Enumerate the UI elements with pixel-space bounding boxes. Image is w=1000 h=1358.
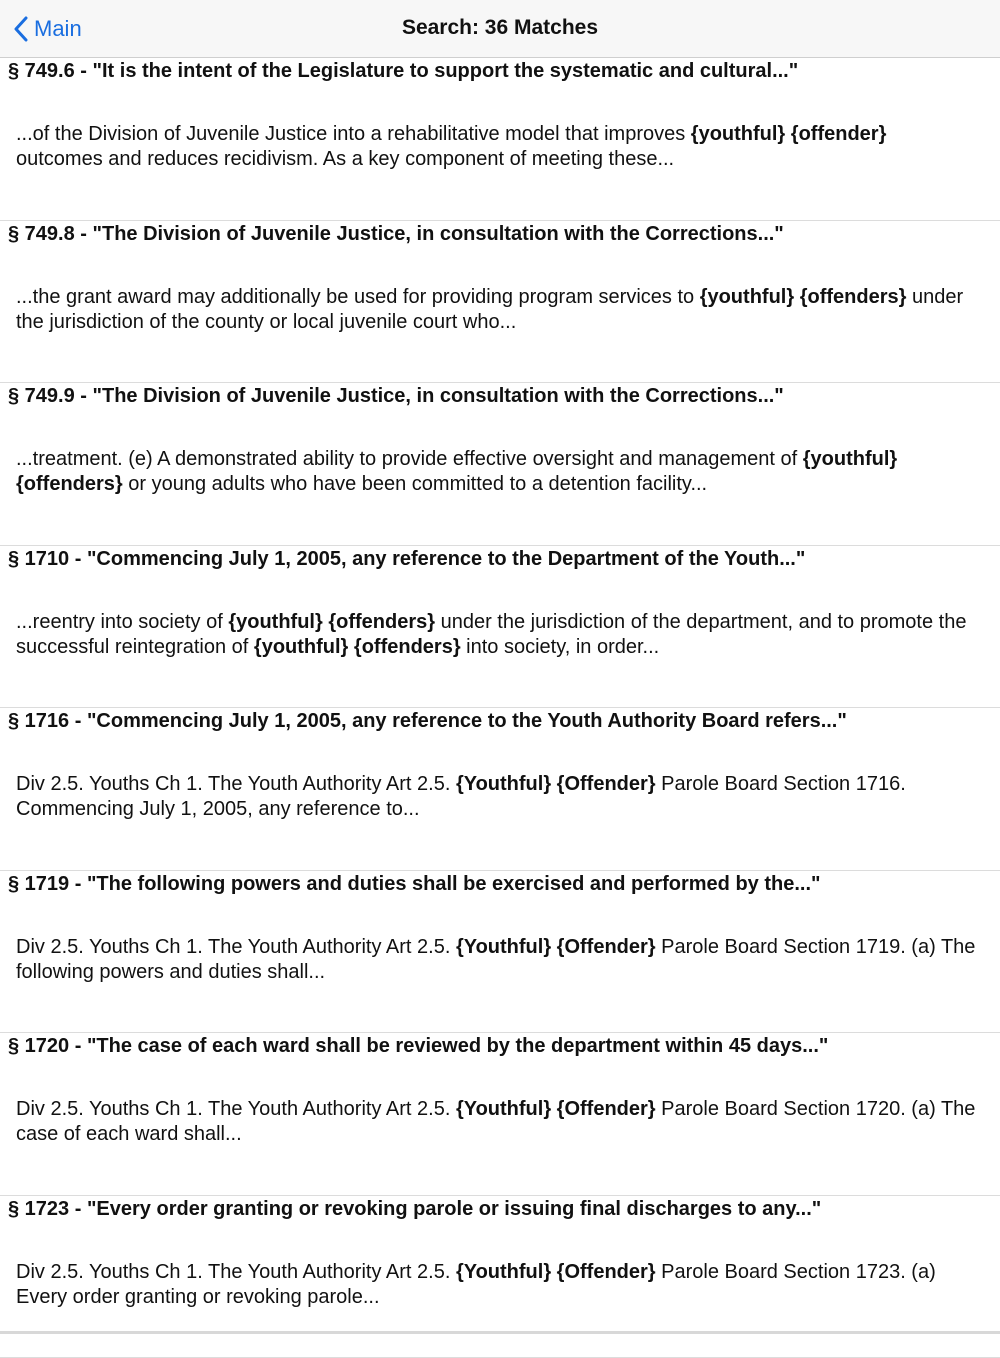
search-result-row[interactable] xyxy=(0,58,1000,221)
search-result-row[interactable] xyxy=(0,871,1000,1034)
result-snippet xyxy=(16,122,976,172)
snippet-text: Parole Board Section 1716. Commencing July 1, 2005, any reference to... xyxy=(16,773,906,820)
navigation-bar xyxy=(0,0,1000,58)
back-button-label: Main xyxy=(34,16,82,42)
snippet-text: ...reentry into society of xyxy=(16,611,228,633)
match-highlight: {Youthful} xyxy=(456,1098,551,1120)
snippet-text: into society, in order... xyxy=(461,636,660,658)
snippet-text: Div 2.5. Youths Ch 1. The Youth Authority Art 2.5. xyxy=(16,773,456,795)
match-highlight: {Youthful} xyxy=(456,1261,551,1283)
snippet-text: Parole Board Section 1720. (a) The case of each ward shall... xyxy=(16,1098,975,1145)
result-section-title: § 1723 - "Every order granting or revoking parole or issuing final discharges to any..." xyxy=(8,1197,821,1221)
match-highlight: {youthful} xyxy=(803,448,897,470)
snippet-text: ...of the Division of Juvenile Justice into a rehabilitative model that improves xyxy=(16,123,691,145)
search-result-row[interactable] xyxy=(0,708,1000,871)
search-result-row[interactable] xyxy=(0,383,1000,546)
match-highlight: {offenders} xyxy=(328,611,435,633)
match-highlight: {youthful} xyxy=(254,636,348,658)
result-section-title: § 1716 - "Commencing July 1, 2005, any reference to the Youth Authority Board refers..." xyxy=(8,709,847,733)
match-highlight: {offenders} xyxy=(16,473,123,495)
search-result-row[interactable] xyxy=(0,1033,1000,1196)
result-section-title: § 749.8 - "The Division of Juvenile Justice, in consultation with the Corrections..." xyxy=(8,222,784,246)
snippet-text: under the jurisdiction of the county or local juvenile court who... xyxy=(16,286,963,333)
result-snippet xyxy=(16,610,976,660)
result-snippet xyxy=(16,1260,976,1310)
match-highlight: {offenders} xyxy=(354,636,461,658)
match-highlight: {Youthful} xyxy=(456,936,551,958)
result-snippet xyxy=(16,935,976,985)
match-highlight: {youthful} xyxy=(691,123,785,145)
result-snippet xyxy=(16,447,976,497)
result-section-title: § 749.6 - "It is the intent of the Legislature to support the systematic and cultural..." xyxy=(8,59,798,83)
match-highlight: {Offender} xyxy=(557,936,656,958)
snippet-text: Div 2.5. Youths Ch 1. The Youth Authority Art 2.5. xyxy=(16,1261,456,1283)
search-result-row[interactable] xyxy=(0,546,1000,709)
match-highlight: {youthful} xyxy=(700,286,794,308)
match-highlight: {offender} xyxy=(791,123,887,145)
search-results-list xyxy=(0,58,1000,1358)
snippet-text: Parole Board Section 1723. (a) Every order granting or revoking parole... xyxy=(16,1261,936,1308)
page-title: Search: 36 Matches xyxy=(0,16,1000,40)
match-highlight: {Offender} xyxy=(557,1098,656,1120)
snippet-text: Parole Board Section 1719. (a) The following powers and duties shall... xyxy=(16,936,975,983)
snippet-text: under the jurisdiction of the department, and to promote the successful reintegration of xyxy=(16,611,966,658)
result-snippet xyxy=(16,285,976,335)
result-snippet xyxy=(16,1097,976,1147)
result-section-title: § 1719 - "The following powers and duties shall be exercised and performed by the..." xyxy=(8,872,821,896)
result-snippet xyxy=(16,772,976,822)
match-highlight: {Offender} xyxy=(557,1261,656,1283)
snippet-text: ...the grant award may additionally be used for providing program services to xyxy=(16,286,700,308)
match-highlight: {Youthful} xyxy=(456,773,551,795)
search-result-row[interactable] xyxy=(0,221,1000,384)
snippet-text: ...treatment. (e) A demonstrated ability to provide effective oversight and management of xyxy=(16,448,803,470)
match-highlight: {Offender} xyxy=(557,773,656,795)
result-section-title: § 1710 - "Commencing July 1, 2005, any reference to the Department of the Youth..." xyxy=(8,547,805,571)
snippet-text: Div 2.5. Youths Ch 1. The Youth Authority Art 2.5. xyxy=(16,1098,456,1120)
result-section-title: § 749.9 - "The Division of Juvenile Justice, in consultation with the Corrections..." xyxy=(8,384,784,408)
result-section-title: § 1720 - "The case of each ward shall be reviewed by the department within 45 days..." xyxy=(8,1034,828,1058)
match-highlight: {offenders} xyxy=(800,286,907,308)
snippet-text: or young adults who have been committed to a detention facility... xyxy=(123,473,707,495)
snippet-text: Div 2.5. Youths Ch 1. The Youth Authority Art 2.5. xyxy=(16,936,456,958)
match-highlight: {youthful} xyxy=(228,611,322,633)
snippet-text: outcomes and reduces recidivism. As a key component of meeting these... xyxy=(16,148,674,170)
